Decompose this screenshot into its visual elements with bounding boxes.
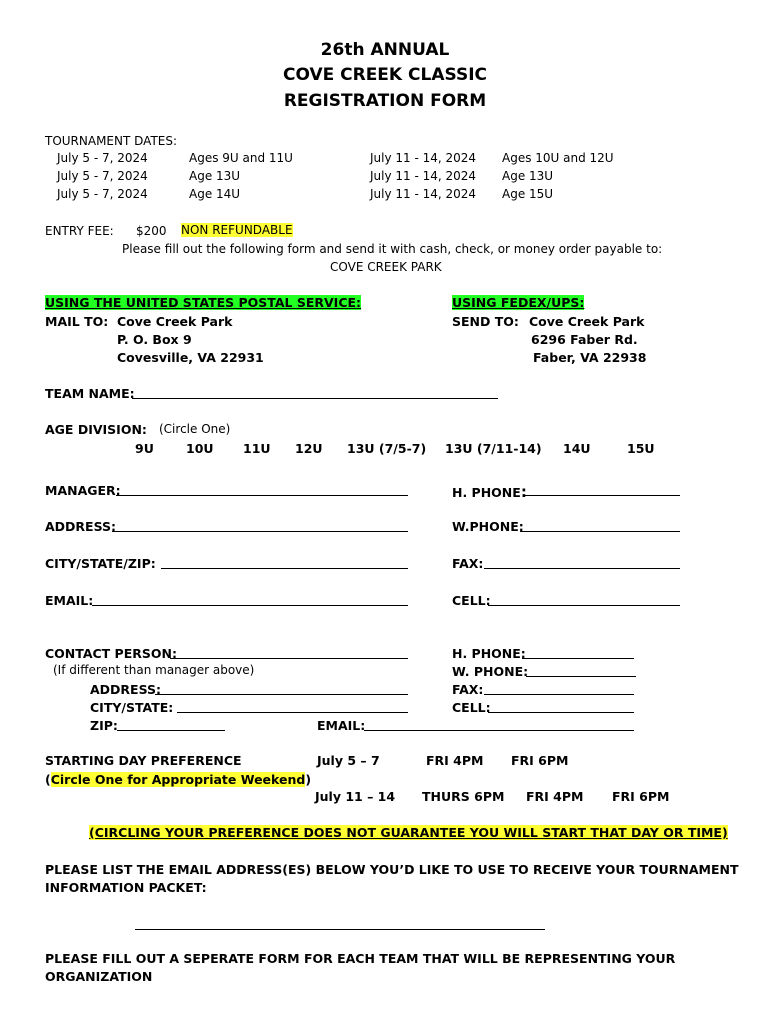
- contact-person-field[interactable]: [170, 658, 408, 659]
- starting-day-hint-wrapper: [45, 772, 311, 787]
- contact-address-label: ADDRESS:: [90, 682, 162, 697]
- non-refundable-note: NON REFUNDABLE: [181, 223, 293, 237]
- manager-h-phone-text: H. PHONE: [452, 485, 521, 500]
- usps-mail-to-label: MAIL TO:: [45, 314, 109, 329]
- title-line-1: 26th ANNUAL: [320, 40, 450, 60]
- ages-left-3: Age 14U: [189, 187, 241, 201]
- email-list-field[interactable]: [135, 929, 545, 930]
- team-name-label: TEAM NAME:: [45, 386, 135, 401]
- fedex-address-line-3: Faber, VA 22938: [533, 350, 647, 365]
- separate-form-line-2: ORGANIZATION: [45, 969, 153, 984]
- contact-cell-label: CELL:: [452, 700, 491, 715]
- fedex-heading: USING FEDEX/UPS:: [452, 295, 585, 310]
- week-1-label: July 5 – 7: [317, 753, 380, 768]
- contact-cell-field[interactable]: [488, 712, 634, 713]
- contact-address-field[interactable]: [155, 694, 408, 695]
- fedex-address-line-1: Cove Creek Park: [529, 314, 645, 329]
- team-name-field[interactable]: [132, 398, 498, 399]
- contact-fax-field[interactable]: [484, 694, 634, 695]
- manager-h-phone-colon: :: [520, 483, 527, 501]
- manager-h-phone-label: [452, 483, 527, 501]
- email-request-line-2: INFORMATION PACKET:: [45, 880, 207, 895]
- week-2-thurs-6pm[interactable]: THURS 6PM: [422, 789, 505, 804]
- payee-name: COVE CREEK PARK: [330, 260, 442, 274]
- contact-w-phone-label: W. PHONE:: [452, 664, 529, 679]
- contact-fax-label: FAX:: [452, 682, 484, 697]
- date-right-3: July 11 - 14, 2024: [370, 187, 477, 201]
- age-option-9u[interactable]: 9U: [135, 441, 154, 456]
- age-option-15u[interactable]: 15U: [627, 441, 655, 456]
- contact-city-field[interactable]: [177, 712, 408, 713]
- title-line-3: REGISTRATION FORM: [283, 91, 487, 111]
- manager-fax-label: FAX:: [452, 556, 484, 571]
- contact-email-label: EMAIL:: [317, 718, 366, 733]
- manager-field[interactable]: [116, 495, 408, 496]
- manager-h-phone-field[interactable]: [525, 495, 680, 496]
- contact-h-phone-label: H. PHONE:: [452, 646, 526, 661]
- manager-address-field[interactable]: [112, 531, 408, 532]
- ages-left-2: Age 13U: [189, 169, 241, 183]
- date-right-1: July 11 - 14, 2024: [370, 151, 477, 165]
- manager-w-phone-field[interactable]: [520, 531, 680, 532]
- manager-label: MANAGER:: [45, 483, 121, 498]
- week-1-fri-4pm[interactable]: FRI 4PM: [426, 753, 484, 768]
- contact-h-phone-field[interactable]: [522, 658, 634, 659]
- usps-address-line-3: Covesville, VA 22931: [117, 350, 264, 365]
- entry-fee-amount: $200: [136, 224, 167, 238]
- manager-email-field[interactable]: [92, 605, 408, 606]
- week-2-label: July 11 – 14: [315, 789, 396, 804]
- date-right-2: July 11 - 14, 2024: [370, 169, 477, 183]
- manager-fax-field[interactable]: [484, 568, 680, 569]
- fedex-send-to-label: SEND TO:: [452, 314, 519, 329]
- age-option-10u[interactable]: 10U: [186, 441, 214, 456]
- email-request-line-1: PLEASE LIST THE EMAIL ADDRESS(ES) BELOW YOU’D LIKE TO USE TO RECEIVE YOUR TOURNAMENT: [45, 862, 739, 877]
- manager-city-field[interactable]: [161, 568, 408, 569]
- starting-day-label: STARTING DAY PREFERENCE: [45, 753, 242, 768]
- date-left-1: July 5 - 7, 2024: [57, 151, 148, 165]
- ages-right-1: Ages 10U and 12U: [502, 151, 614, 165]
- age-option-14u[interactable]: 14U: [563, 441, 591, 456]
- contact-email-field[interactable]: [364, 730, 634, 731]
- contact-city-label: CITY/STATE:: [90, 700, 174, 715]
- usps-heading: USING THE UNITED STATES POSTAL SERVICE:: [45, 295, 362, 310]
- contact-zip-field[interactable]: [117, 730, 225, 731]
- manager-cell-field[interactable]: [488, 605, 680, 606]
- tournament-dates-heading: TOURNAMENT DATES:: [45, 134, 178, 148]
- starting-day-hint: Circle One for Appropriate Weekend: [50, 772, 306, 787]
- contact-w-phone-field[interactable]: [526, 676, 636, 677]
- starting-day-hint-close: ): [305, 772, 312, 787]
- starting-day-hint-open: (: [45, 772, 51, 787]
- age-option-13u-first[interactable]: 13U (7/5-7): [347, 441, 427, 456]
- title-line-2: COVE CREEK CLASSIC: [282, 65, 488, 85]
- age-division-label: AGE DIVISION:: [45, 422, 147, 437]
- manager-address-label: ADDRESS:: [45, 519, 117, 534]
- manager-city-label: CITY/STATE/ZIP:: [45, 556, 156, 571]
- manager-w-phone-label: W.PHONE:: [452, 519, 524, 534]
- age-option-12u[interactable]: 12U: [295, 441, 323, 456]
- manager-email-label: EMAIL:: [45, 593, 94, 608]
- age-division-hint: (Circle One): [159, 422, 231, 436]
- contact-zip-label: ZIP:: [90, 718, 118, 733]
- age-option-11u[interactable]: 11U: [243, 441, 271, 456]
- age-option-13u-second[interactable]: 13U (7/11-14): [445, 441, 542, 456]
- usps-address-line-2: P. O. Box 9: [117, 332, 192, 347]
- ages-right-3: Age 15U: [502, 187, 554, 201]
- separate-form-line-1: PLEASE FILL OUT A SEPERATE FORM FOR EACH TEAM THAT WILL BE REPRESENTING YOUR: [45, 951, 676, 966]
- contact-person-label: CONTACT PERSON:: [45, 646, 177, 661]
- ages-right-2: Age 13U: [502, 169, 554, 183]
- fedex-address-line-2: 6296 Faber Rd.: [531, 332, 638, 347]
- date-left-3: July 5 - 7, 2024: [57, 187, 148, 201]
- usps-address-line-1: Cove Creek Park: [117, 314, 233, 329]
- payment-instruction: Please fill out the following form and send it with cash, check, or money order payable to:: [122, 242, 663, 256]
- week-1-fri-6pm[interactable]: FRI 6PM: [511, 753, 569, 768]
- date-left-2: July 5 - 7, 2024: [57, 169, 148, 183]
- entry-fee-label: ENTRY FEE:: [45, 224, 114, 238]
- week-2-fri-4pm[interactable]: FRI 4PM: [526, 789, 584, 804]
- guarantee-note: (CIRCLING YOUR PREFERENCE DOES NOT GUARANTEE YOU WILL START THAT DAY OR TIME): [89, 825, 728, 840]
- manager-cell-label: CELL:: [452, 593, 491, 608]
- ages-left-1: Ages 9U and 11U: [189, 151, 293, 165]
- week-2-fri-6pm[interactable]: FRI 6PM: [612, 789, 670, 804]
- contact-person-note: (If different than manager above): [53, 663, 255, 677]
